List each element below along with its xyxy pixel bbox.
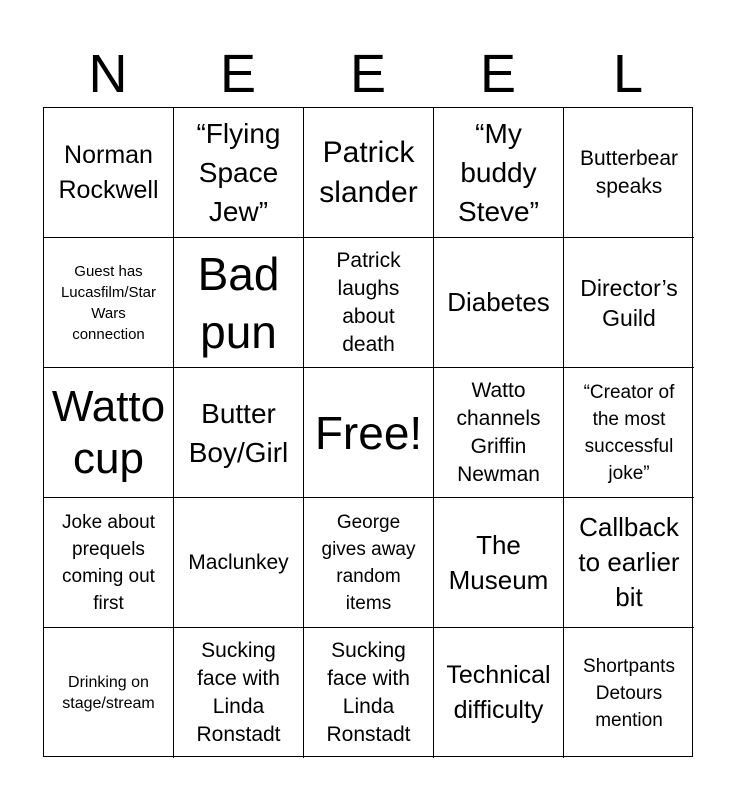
bingo-cell-r4c5[interactable]	[564, 498, 694, 628]
bingo-cell-r4c1[interactable]	[44, 498, 174, 628]
bingo-header	[43, 40, 693, 108]
cell-text: Technical difficulty	[446, 661, 551, 724]
cell-text: Sucking face with Linda Ronstadt	[196, 639, 281, 746]
header-letter-3: E	[349, 44, 387, 104]
bingo-cell-r3c1[interactable]	[44, 368, 174, 498]
bingo-cell-r2c3[interactable]	[304, 238, 434, 368]
bingo-cell-r5c1[interactable]	[44, 628, 174, 758]
bingo-cell-r1c1[interactable]	[44, 108, 174, 238]
cell-text: Callback to earlier bit	[578, 512, 680, 612]
bingo-cell-r1c4[interactable]	[434, 108, 564, 238]
bingo-cell-r3c3[interactable]	[304, 368, 434, 498]
bingo-cell-r2c2[interactable]	[174, 238, 304, 368]
bingo-cell-r5c2[interactable]	[174, 628, 304, 758]
cell-text: Watto cup	[51, 381, 166, 483]
bingo-cell-r5c4[interactable]	[434, 628, 564, 758]
bingo-cell-r4c4[interactable]	[434, 498, 564, 628]
cell-text: “Flying Space Jew”	[196, 118, 281, 227]
cell-text: Butter Boy/Girl	[188, 397, 289, 468]
bingo-card-grid	[43, 107, 693, 757]
cell-text: Patrick laughs about death	[336, 248, 401, 356]
cell-text: Patrick slander	[319, 135, 418, 209]
cell-text: Joke about prequels coming out first	[62, 511, 155, 614]
bingo-cell-r1c2[interactable]	[174, 108, 304, 238]
bingo-cell-r2c1[interactable]	[44, 238, 174, 368]
bingo-cell-r4c2[interactable]	[174, 498, 304, 628]
cell-text: Watto channels Griffin Newman	[456, 378, 541, 486]
cell-text: Diabetes	[447, 287, 550, 317]
cell-text: George gives away random items	[321, 511, 416, 614]
bingo-cell-r1c5[interactable]	[564, 108, 694, 238]
header-letter-1: N	[88, 44, 128, 104]
cell-text: Shortpants Detours mention	[583, 655, 675, 731]
header-letter-4: E	[479, 44, 517, 104]
bingo-cell-r3c4[interactable]	[434, 368, 564, 498]
cell-text: Bad pun	[197, 247, 280, 358]
header-letter-5: L	[612, 44, 644, 104]
bingo-cell-r2c4[interactable]	[434, 238, 564, 368]
bingo-cell-r3c2[interactable]	[174, 368, 304, 498]
cell-text: Guest has Lucasfilm/Star Wars connection	[60, 262, 157, 343]
header-letter-2: E	[219, 44, 257, 104]
cell-text: Norman Rockwell	[58, 140, 159, 204]
bingo-cell-r5c3[interactable]	[304, 628, 434, 758]
cell-text: Drinking on stage/stream	[62, 674, 155, 712]
bingo-cell-r4c3[interactable]	[304, 498, 434, 628]
cell-text: The Museum	[448, 529, 549, 595]
bingo-cell-r5c5[interactable]	[564, 628, 694, 758]
cell-text: “My buddy Steve”	[458, 118, 539, 227]
bingo-cell-r1c3[interactable]	[304, 108, 434, 238]
cell-text: Free!	[314, 406, 423, 459]
cell-text: Director’s Guild	[580, 274, 678, 331]
bingo-cell-r2c5[interactable]	[564, 238, 694, 368]
bingo-cell-r3c5[interactable]	[564, 368, 694, 498]
cell-text: Maclunkey	[188, 550, 289, 574]
cell-text: “Creator of the most successful joke”	[583, 381, 675, 484]
cell-text: Sucking face with Linda Ronstadt	[326, 639, 411, 746]
cell-text: Butterbear speaks	[579, 146, 679, 198]
